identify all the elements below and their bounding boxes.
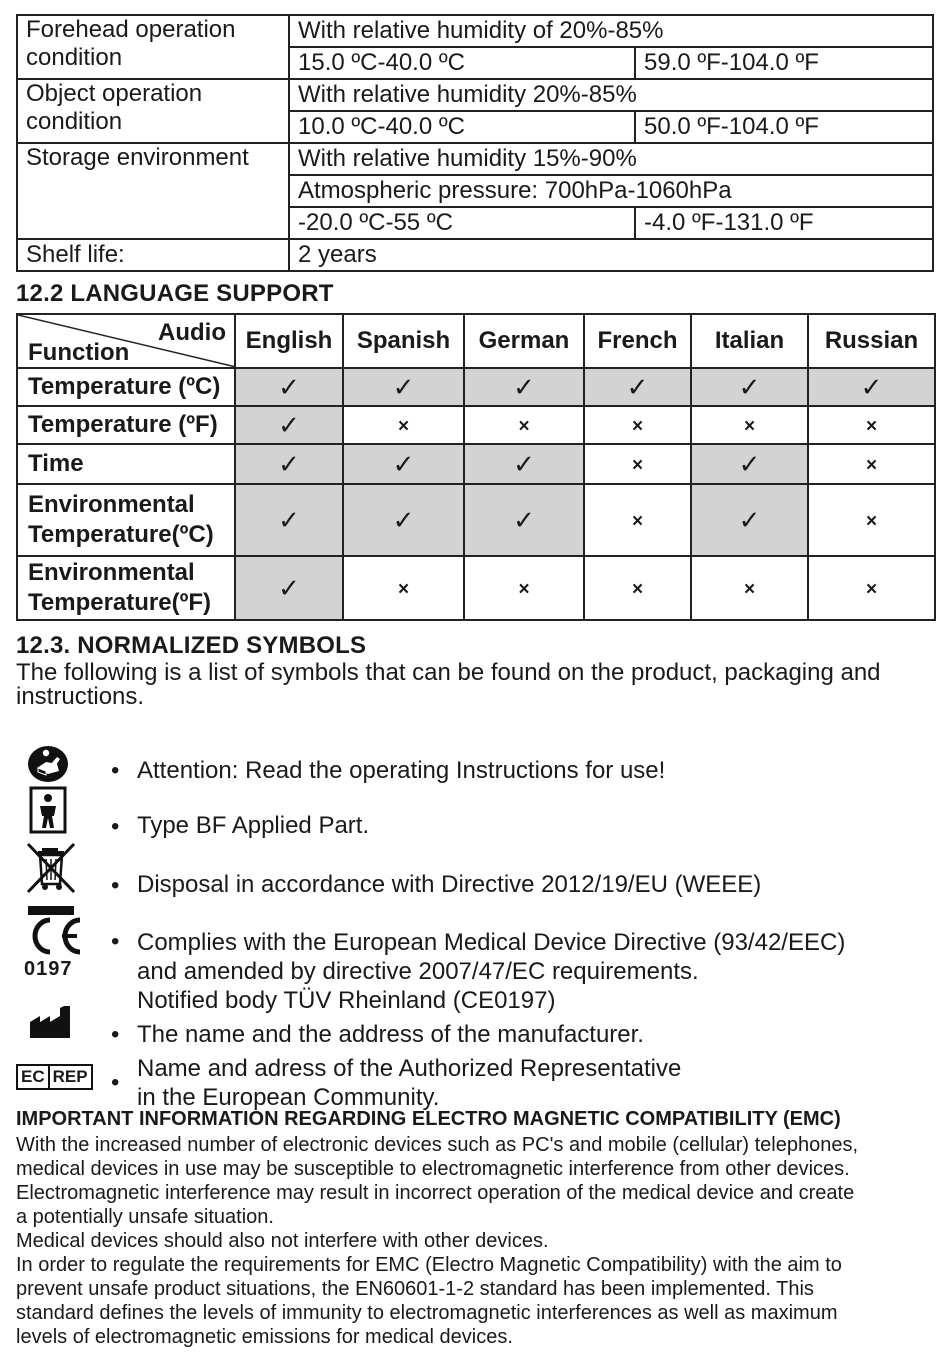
check-icon: ✓ [738, 504, 761, 535]
type-bf-applied-part-icon [28, 786, 68, 841]
emc-text-line: With the increased number of electronic devices such as PC's and mobile (cellular) telephones, [16, 1134, 859, 1156]
emc-heading: IMPORTANT INFORMATION REGARDING ELECTRO MAGNETIC COMPATIBILITY (EMC) [16, 1108, 841, 1130]
function-label: Environmental Temperature(ºF) [17, 556, 235, 620]
spec-row-object [17, 79, 933, 111]
read-instructions-icon [26, 744, 70, 791]
cross-icon: × [631, 579, 644, 600]
language-row [17, 406, 935, 444]
check-icon: ✓ [278, 371, 300, 402]
section-heading-symbols: 12.3. NORMALIZED SYMBOLS [16, 632, 367, 659]
check-icon: ✓ [513, 448, 535, 479]
supported-cell [464, 484, 584, 556]
cross-icon: × [631, 416, 644, 437]
language-header: Spanish [343, 314, 464, 368]
unsupported-cell [343, 406, 464, 444]
language-header: German [464, 314, 584, 368]
emc-text-line: levels of electromagnetic emissions for medical devices. [16, 1326, 513, 1348]
emc-text-line: Medical devices should also not interfere with other devices. [16, 1230, 549, 1252]
corner-audio-label: Audio [158, 319, 226, 346]
cross-icon: × [865, 416, 878, 437]
cross-icon: × [865, 455, 878, 476]
cross-icon: × [397, 579, 410, 600]
spec-row-forehead [17, 15, 933, 47]
language-header: Russian [808, 314, 935, 368]
check-icon: ✓ [513, 371, 535, 402]
spec-label-forehead: Forehead operation condition [17, 15, 289, 79]
supported-cell [235, 444, 343, 484]
spec-value: 15.0 ºC-40.0 ºC [289, 47, 635, 79]
unsupported-cell [808, 484, 935, 556]
symbol-description: Complies with the European Medical Device Directive (93/42/EEC) and amended by directive 2007/47/EC requirements. Notified body TÜV Rheinland (CE0197) [137, 929, 846, 1014]
spec-value: -4.0 ºF-131.0 ºF [635, 207, 933, 239]
supported-cell [464, 368, 584, 406]
supported-cell [691, 444, 808, 484]
symbol-description: The name and the address of the manufacturer. [137, 1021, 644, 1048]
supported-cell [235, 484, 343, 556]
unsupported-cell [464, 406, 584, 444]
unsupported-cell [808, 406, 935, 444]
bullet: • [111, 757, 120, 784]
cross-icon: × [397, 416, 410, 437]
spec-value: With relative humidity 20%-85% [289, 79, 933, 111]
spec-value: With relative humidity of 20%-85% [289, 15, 933, 47]
unsupported-cell [584, 406, 691, 444]
emc-body [16, 1133, 936, 1349]
check-icon: ✓ [392, 371, 415, 402]
unsupported-cell [808, 556, 935, 620]
symbols-intro: The following is a list of symbols that can be found on the product, packaging and instructions. [16, 659, 881, 710]
language-support-table [16, 313, 936, 621]
spec-value: Atmospheric pressure: 700hPa-1060hPa [289, 175, 933, 207]
spec-label-shelf: Shelf life: [17, 239, 289, 271]
unsupported-cell [464, 556, 584, 620]
language-header: Italian [691, 314, 808, 368]
function-label: Environmental Temperature(ºC) [17, 484, 235, 556]
manufacturer-icon [30, 1004, 74, 1047]
emc-text-line: Electromagnetic interference may result in incorrect operation of the medical device and create [16, 1182, 855, 1204]
check-icon: ✓ [626, 371, 649, 402]
symbol-description: Attention: Read the operating Instructions for use! [137, 757, 666, 784]
spec-value: 50.0 ºF-104.0 ºF [635, 111, 933, 143]
emc-text-line: prevent unsafe product situations, the EN60601-1-2 standard has been implemented. This [16, 1278, 814, 1300]
unsupported-cell [584, 444, 691, 484]
unsupported-cell [584, 484, 691, 556]
spec-row-storage [17, 143, 933, 175]
corner-header-cell [17, 314, 235, 368]
language-row [17, 368, 935, 406]
unsupported-cell [808, 444, 935, 484]
language-row [17, 556, 935, 620]
symbol-description: Name and adress of the Authorized Representative in the European Community. [137, 1055, 682, 1111]
ce-notified-body-number: 0197 [24, 958, 73, 980]
bullet: • [111, 1021, 120, 1048]
spec-value: 59.0 ºF-104.0 ºF [635, 47, 933, 79]
supported-cell [343, 368, 464, 406]
function-label: Temperature (ºC) [17, 368, 235, 406]
ce-mark-icon [22, 906, 86, 963]
supported-cell [584, 368, 691, 406]
supported-cell [235, 556, 343, 620]
language-row [17, 484, 935, 556]
supported-cell [808, 368, 935, 406]
emc-text-line: In order to regulate the requirements for EMC (Electro Magnetic Compatibility) with the aim to [16, 1254, 842, 1276]
symbol-description: Type BF Applied Part. [137, 812, 370, 839]
check-icon: ✓ [738, 371, 761, 402]
function-label: Temperature (ºF) [17, 406, 235, 444]
check-icon: ✓ [738, 448, 761, 479]
unsupported-cell [343, 556, 464, 620]
spec-label-storage: Storage environment [17, 143, 289, 239]
cross-icon: × [518, 579, 530, 600]
spec-value: 2 years [289, 239, 933, 271]
spec-row-shelf [17, 239, 933, 271]
spec-value: -20.0 ºC-55 ºC [289, 207, 635, 239]
supported-cell [235, 406, 343, 444]
cross-icon: × [518, 416, 530, 437]
check-icon: ✓ [860, 371, 883, 402]
specifications-table [16, 14, 934, 272]
cross-icon: × [631, 455, 644, 476]
unsupported-cell [691, 556, 808, 620]
function-label: Time [17, 444, 235, 484]
language-row [17, 444, 935, 484]
emc-text-line: a potentially unsafe situation. [16, 1206, 274, 1228]
supported-cell [691, 368, 808, 406]
manual-page [16, 14, 934, 1111]
check-icon: ✓ [513, 504, 535, 535]
emc-text-line: medical devices in use may be susceptible to electromagnetic interference from other devices. [16, 1158, 850, 1180]
cross-icon: × [865, 511, 878, 532]
spec-value: 10.0 ºC-40.0 ºC [289, 111, 635, 143]
supported-cell [691, 484, 808, 556]
cross-icon: × [743, 416, 756, 437]
cross-icon: × [743, 579, 756, 600]
check-icon: ✓ [392, 448, 415, 479]
language-header: English [235, 314, 343, 368]
emc-text-line: standard defines the levels of immunity to electromagnetic interferences as well as maximum [16, 1302, 838, 1324]
spec-label-object: Object operation condition [17, 79, 289, 143]
supported-cell [235, 368, 343, 406]
bullet: • [111, 872, 120, 899]
section-heading-language: 12.2 LANGUAGE SUPPORT [16, 280, 334, 307]
cross-icon: × [631, 511, 644, 532]
ec-rep-icon: EC REP [16, 1064, 93, 1090]
check-icon: ✓ [278, 409, 300, 440]
corner-function-label: Function [28, 339, 130, 366]
check-icon: ✓ [278, 572, 300, 603]
check-icon: ✓ [278, 448, 300, 479]
check-icon: ✓ [278, 504, 300, 535]
unsupported-cell [584, 556, 691, 620]
bullet: • [111, 1069, 120, 1096]
bullet: • [111, 813, 120, 840]
supported-cell [343, 444, 464, 484]
symbol-description: Disposal in accordance with Directive 2012/19/EU (WEEE) [137, 871, 762, 898]
weee-crossed-bin-icon [24, 840, 80, 903]
bullet: • [111, 928, 120, 955]
language-header: French [584, 314, 691, 368]
spec-value: With relative humidity 15%-90% [289, 143, 933, 175]
language-header-row [17, 314, 935, 368]
check-icon: ✓ [392, 504, 415, 535]
cross-icon: × [865, 579, 878, 600]
unsupported-cell [691, 406, 808, 444]
supported-cell [343, 484, 464, 556]
supported-cell [464, 444, 584, 484]
